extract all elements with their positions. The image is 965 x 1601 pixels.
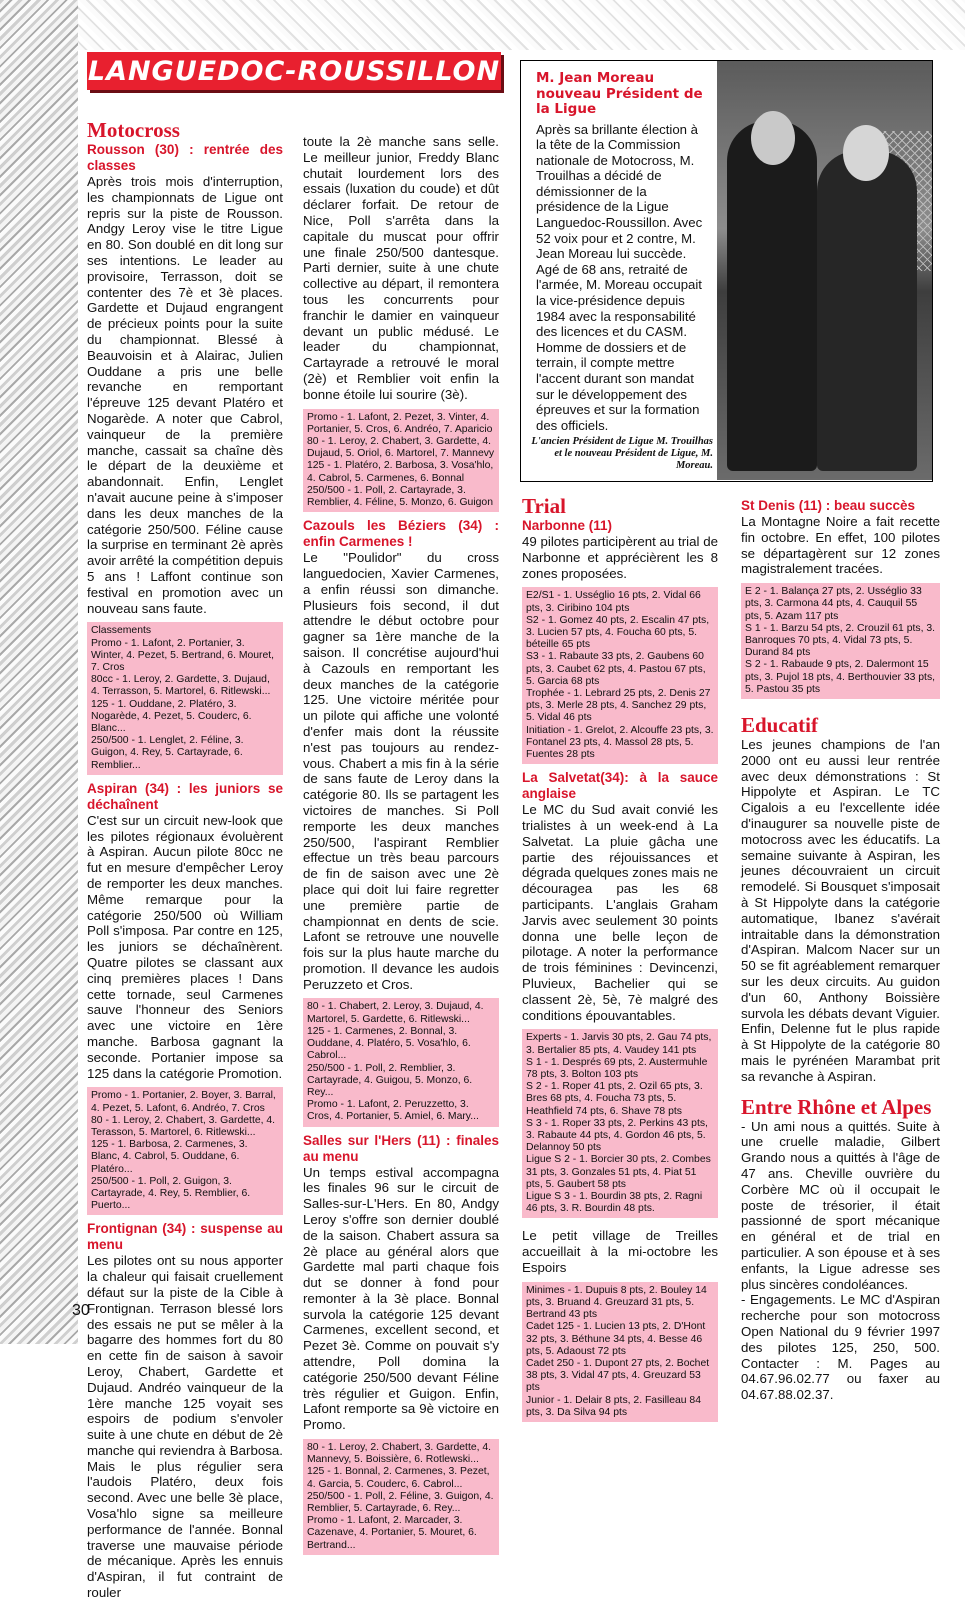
- results-box-treilles: Minimes - 1. Dupuis 8 pts, 2. Bouley 14 pts, 3. Bruand 4. Greuzard 31 pts, 5. Bertrand 43 pts Cadet 125 - 1. Lucien 13 pts, 2. D'Hont 32 pts, 3. Béthune 34 pts, 4. Besse 46 pts, 5. Adaoust 72 pts Cadet 250 - 1. Dupont 27 pts, 2. Bochet 38 pts, 3. Vidal 47 pts, 4. Greuzard 53 pts Junior - 1. Delair 8 pts, 2. Fasilleau 84 pts, 3. Da Silva 94 pts: [522, 1282, 718, 1422]
- results-box-stdenis: E 2 - 1. Balança 27 pts, 2. Usséglio 33 pts, 3. Carmona 44 pts, 4. Cauquil 55 pts, 5. Azam 117 pts S 1 - 1. Barzu 54 pts, 2. Crouzil 61 pts, 3. Banroques 70 pts, 4. Vidal 73 pts, 5. Durand 84 pts S 2 - 1. Rabaude 9 pts, 2. Dalermont 15 pts, 3. Pujol 18 pts, 4. Berthouvier 33 pts, 5. Pastou 35 pts: [741, 583, 940, 699]
- article-title-aspiran: Aspiran (34) : les juniors se déchaînent: [87, 780, 283, 812]
- column-1: [87, 118, 283, 1601]
- photo-head-left: [751, 111, 795, 165]
- column-4: [741, 498, 940, 1403]
- decorative-top-border: [78, 0, 965, 50]
- feature-title: M. Jean Moreau nouveau Président de la Ligue: [536, 70, 703, 117]
- photo-head-right: [843, 125, 889, 181]
- column-3: [522, 494, 718, 1428]
- article-body-rhone-p1: - Un ami nous a quittés. Suite à une cruelle maladie, Gilbert Grando nous a quittés à l'âge de 47 ans. Cheville ouvrière du Corbère MC où il occupait le poste de trésorier, il était passionné de sport mécanique en général et de trial en particulier. A son épouse et à ses enfants, la Ligue adresse ses plus sincères condoléances.: [741, 1118, 940, 1292]
- article-body-stdenis: La Montagne Noire a fait recette fin octobre. En effet, 100 pilotes se départagèrent sur 12 zones magistralement tracées.: [741, 514, 940, 577]
- results-box-narbonne: E2/S1 - 1. Usséglio 16 pts, 2. Vidal 66 pts, 3. Ciribino 104 pts S2 - 1. Gomez 40 pts, 2. Escalin 47 pts, 3. Lucien 57 pts, 4. Foucha 60 pts, 5. béteille 65 pts S3 - 1. Rabaute 33 pts, 2. Gaubens 60 pts, 3. Caubet 62 pts, 4. Pastou 67 pts, 5. Garcia 68 pts Trophée - 1. Lebrard 25 pts, 2. Denis 27 pts, 3. Merle 28 pts, 4. Sanchez 29 pts, 5. Vidal 46 pts Initiation - 1. Grelot, 2. Alcouffe 23 pts, 3. Fontanel 23 pts, 4. Massol 28 pts, 5. Fuentes 28 pts: [522, 587, 718, 764]
- article-body-educatif: Les jeunes champions de l'an 2000 ont eu aussi leur rentrée avec deux démonstrations : St Hippolyte et Aspiran. Le TC Cigalois a eu l'excellente idée d'inaugurer sa nouvelle piste de motocross avec les éducatifs. La semaine suivante à Aspiran, les jeunes découvraient un circuit remodelé. Si Bousquet s'imposait à St Hippolyte dans la catégorie automatique, Ibanez s'avérait intraitable dans la démonstration d'Aspiran. Malcom Nacer sur un 50 se fit agréablement remarquer sur les deux circuits. Au guidon d'un 60, Anthony Boissière survola les débats devant Viguier. Enfin, Delenne fut le plus rapide à St Hippolyte de la catégorie 80 mais le pyrénéen Marambat prit sa revanche à Aspiran.: [741, 737, 940, 1084]
- article-body-narbonne: 49 pilotes participèrent au trial de Narbonne et apprécièrent les 8 zones proposées.: [522, 534, 718, 581]
- article-body-rhone-p2: - Engagements. Le MC d'Aspiran recherche pour son motocross Open National du 9 février 1997 des pilotes 125, 250, 500. Contacter : M. Pages au 04.67.96.02.77 ou faxer au 04.67.88.02.37.: [741, 1292, 940, 1403]
- article-body-treilles: Le petit village de Treilles accueillait à la mi-octobre les Espoirs: [522, 1228, 718, 1276]
- section-title-educatif: Educatif: [741, 713, 819, 738]
- article-body-frontignan: Les pilotes ont su nous apporter la chaleur qui faisait cruellement défaut sur la piste de la Cible à Frontignan. Terrason blessé lors des essais ne put se mêler à la bagarre des hommes fort du 80 en cette fin de saison à savoir Leroy, Chabert, Gardette et Dujaud. Andréo vainqueur de la 1ère manche 125 voyait ses espoirs de podium s'envoler suite à une chute en début de 2è manche qui reviendra à Barbosa. Mais le plus régulier sera l'audois Platéro, deux fois second. Avec une belle 3è place, Vosa'hlo signe sa meilleure performance de l'année. Bonnal traverse une mauvaise période de mécanique. Après les ennuis d'Aspiran, il fut contraint de rouler: [87, 1253, 283, 1601]
- section-title-trial: Trial: [522, 494, 566, 518]
- article-title-narbonne: Narbonne (11): [522, 518, 613, 533]
- article-body-frontignan-continued: toute la 2è manche sans selle. Le meilleur junior, Freddy Blanc chutait lourdement lors des essais (luxation du coude) et dût déclarer forfait. De retour de Nice, Poll s'arrêta dans la capitale du muscat pour offrir une finale 250/500 dantesque. Parti dernier, suite à une chute collective au départ, il remontera tous les concurrents pour franchir le damier en vainqueur devant un public médusé. Le leader du championnat, Cartayrade a retrouvé le moral (2è) et Remblier voit enfin la bonne étoile lui sourire (3è).: [303, 134, 499, 402]
- results-box-salvetat: Experts - 1. Jarvis 30 pts, 2. Gau 74 pts, 3. Bertalier 85 pts, 4. Vaudey 141 pts S 1 - 1. Després 69 pts, 2. Austermuhle 78 pts, 3. Bolton 103 pts S 2 - 1. Roper 41 pts, 2. Ozil 65 pts, 3. Bres 68 pts, 4. Foucha 73 pts, 5. Heathfield 74 pts, 6. Shave 78 pts S 3 - 1. Roper 33 pts, 2. Perkins 43 pts, 3. Rabaute 44 pts, 4. Gordon 46 pts, 5. Delannoy 50 pts Ligue S 2 - 1. Borcier 30 pts, 2. Combes 31 pts, 3. Gonzales 51 pts, 4. Piat 51 pts, 5. Gaubert 58 pts Ligue S 3 - 1. Bourdin 38 pts, 2. Ragni 46 pts, 3. R. Bourdin 48 pts.: [522, 1029, 718, 1218]
- results-box-salles: 80 - 1. Leroy, 2. Chabert, 3. Gardette, 4. Mannevy, 5. Boissière, 6. Rotlewski... 125 - 1. Bonnal, 2. Carmenes, 3. Pezet, 4. Garcia, 5. Couderc, 6. Cabrol... 250/500 - 1. Poll, 2. Féline, 3. Guigon, 4. Remblier, 5. Cartayrade, 6. Rey... Promo - 1. Lafont, 2. Marcader, 3. Cazenave, 4. Portanier, 5. Mouret, 6. Bertrand...: [303, 1439, 499, 1555]
- results-box-aspiran: Promo - 1. Portanier, 2. Boyer, 3. Barral, 4. Pezet, 5. Lafont, 6. Andréo, 7. Cros 80 - 1. Leroy, 2. Chabert, 3. Gardette, 4. Terasson, 5. Martorel, 6. Ritlewski... 125 - 1. Barbosa, 2. Carmenes, 3. Blanc, 4. Cabrol, 5. Ouddane, 6. Platéro... 250/500 - 1. Poll, 2. Guigon, 3. Cartayrade, 4. Rey, 5. Remblier, 6. Puerto...: [87, 1087, 283, 1215]
- photo-figure-left: [727, 121, 817, 471]
- article-title-cazouls: Cazouls les Béziers (34) : enfin Carmenes !: [303, 518, 499, 550]
- article-title-stdenis: St Denis (11) : beau succès: [741, 498, 916, 513]
- article-title-frontignan: Frontignan (34) : suspense au menu: [87, 1221, 283, 1253]
- region-banner: LANGUEDOC-ROUSSILLON: [87, 52, 501, 90]
- page-number: 30: [72, 1302, 90, 1319]
- article-body-rousson: Après trois mois d'interruption, les championnats de Ligue ont repris sur la piste de Rousson. Andgy Leroy vise le titre Ligue en 80. Son doublé en dit long sur ses intentions. Le leader au provisoire, Terrasson, doit se contenter des 7è et 3è places. Gardette et Dujaud engrangent de précieux points pour la suite du championnat. Blessé à Beauvoisin et à Alairac, Julien Ouddane a pris une belle revanche en remportant l'épreuve 125 devant Platéro et Nogarède. A noter que Cabrol, vainqueur de la première manche, cassait sa chaîne dès le départ de la deuxième et abandonnait. Enfin, Lenglet n'avait aucune peine à s'imposer dans les deux manches de la catégorie 250/500. Féline cause la surprise en terminant 2è après avoir arrêté la compétition depuis 5 ans ! Laffont continue son festival en promotion avec un nouveau sans faute.: [87, 174, 283, 616]
- photo-figure-right: [817, 151, 917, 471]
- article-title-salvetat: La Salvetat(34): à la sauce anglaise: [522, 770, 718, 802]
- results-box-cazouls: 80 - 1. Chabert, 2. Leroy, 3. Dujaud, 4. Martorel, 5. Gardette, 6. Ritlewski... 125 - 1. Carmenes, 2. Bonnal, 3. Ouddane, 4. Platéro, 5. Vosa'hlo, 6. Cabrol... 250/500 - 1. Poll, 2. Remblier, 3. Cartayrade, 4. Guigou, 5. Monzo, 6. Rey... Promo - 1. Lafont, 2. Peruzzetto, 3. Cros, 4. Portanier, 5. Amiel, 6. Mary...: [303, 998, 499, 1126]
- section-title-motocross: Motocross: [87, 118, 180, 142]
- feature-box-moreau: [520, 60, 933, 482]
- decorative-margin: [0, 0, 78, 1344]
- article-title-salles: Salles sur l'Hers (11) : finales au menu: [303, 1132, 499, 1164]
- article-body-aspiran: C'est sur un circuit new-look que les pilotes régionaux évoluèrent à Aspiran. Aucun pilote 80cc ne fut en mesure d'empêcher Leroy de remporter les deux manches. Même remarque pour la catégorie 250/500 où William Poll s'imposa. Par contre en 125, les juniors se déchaînèrent. Quatre pilotes se classant aux cinq premières places ! Dans cette tornade, seul Carmenes sauve l'honneur des Seniors avec une victoire en 1ère manche. Barbosa gagnant la seconde. Portanier impose sa 125 dans la catégorie Promotion.: [87, 812, 283, 1081]
- results-box-frontignan: Promo - 1. Lafont, 2. Pezet, 3. Vinter, 4. Portanier, 5. Cros, 6. Andréo, 7. Aparicio 80 - 1. Leroy, 2. Chabert, 3. Gardette, 4. Dujaud, 5. Oriol, 6. Martorel, 7. Mannevy 125 - 1. Platéro, 2. Barbosa, 3. Vosa'hlo, 4. Cabrol, 5. Carmenes, 6. Bonnal 250/500 - 1. Poll, 2. Cartayrade, 3. Remblier, 4. Féline, 5. Monzo, 6. Guigon: [303, 409, 499, 513]
- article-title-rousson: Rousson (30) : rentrée des classes: [87, 142, 283, 173]
- feature-body: Après sa brillante élection à la tête de la Commission nationale de Motocross, M. Trouilhas a décidé de démissionner de la présidence de la Ligue Languedoc-Roussillon. Avec 52 voix pour et 2 contre, M. Jean Moreau lui succède. Agé de 68 ans, retraité de l'armée, M. Moreau occupait la vice-présidence depuis 1984 avec la responsabilité des licences et du CASM. Homme de dossiers et de terrain, il compte mettre l'accent durant son mandat sur le développement des épreuves et sur la formation des officiels.: [536, 121, 703, 433]
- article-body-salles: Un temps estival accompagna les finales 96 sur le circuit de Salles-sur-L'Hers. En 80, Andgy Leroy s'offre son dernier doublé de la saison. Chabert assura sa 2è place au général alors que Gardette mal parti chaque fois dut se donner à fond pour remonter à la 3è place. Bonnal survola la catégorie 125 devant Carmenes, excellent second, et Pezet 3è. Comme on pouvait s'y attendre, Poll domina la catégorie 250/500 devant Féline très régulier et Guigon. Enfin, Lafont remporte sa 9è victoire en Promo.: [303, 1164, 499, 1433]
- section-title-rhone-alpes: Entre Rhône et Alpes: [741, 1094, 932, 1119]
- article-body-cazouls: Le "Poulidor" du cross languedocien, Xavier Carmenes, a enfin réussi son dimanche. Plusieurs fois second, il dut attendre le début octobre pour gagner sa 1ère manche de la saison. Il concrétise aujourd'hui à Cazouls en remportant les deux manches de la catégorie 125. Une victoire méritée pour un pilote qui affiche une volonté d'enfer mais dont la réussite n'est pas toujours au rendez-vous. Chabert a mis fin à la série de sans faute de Leroy dans la catégorie 80. Ils se partagent les victoires de manches. Si Poll remporte les deux manches 250/500, l'aspirant Remblier effectue un très beau parcours de fin de saison avec une 2è place qui doit lui faire regretter une première partie de championnat en dents de scie. Lafont se retrouve une nouvelle fois sur la plus haute marche du promotion. Il devance les audois Peruzzeto et Cros.: [303, 550, 499, 992]
- column-2: [303, 134, 499, 1561]
- feature-text: [521, 61, 717, 480]
- photo-two-men: [717, 61, 932, 480]
- results-box-rousson: Classements Promo - 1. Lafont, 2. Portanier, 3. Winter, 4. Pezet, 5. Bertrand, 6. Mouret, 7. Cros 80cc - 1. Leroy, 2. Gardette, 3. Dujaud, 4. Terrasson, 5. Martorel, 6. Ritlewski... 125 - 1. Ouddane, 2. Platéro, 3. Nogarède, 4. Pezet, 5. Couderc, 6. Blanc... 250/500 - 1. Lenglet, 2. Féline, 3. Guigon, 4. Rey, 5. Cartayrade, 6. Remblier...: [87, 622, 283, 774]
- photo-caption: L'ancien Président de Ligue M. Trouilhas et le nouveau Président de Ligue, M. Moreau.: [531, 436, 713, 471]
- article-body-salvetat: Le MC du Sud avait convié les trialistes à un week-end à La Salvetat. La pluie gâcha une partie des réjouissances et dégrada quelques zones mais ne découragea pas les 68 participants. L'anglais Graham Jarvis avec seulement 30 points donna une belle leçon de pilotage. A noter la performance de trois féminines : Devincenzi, Pluvieux, Bachelier qui se classent 2è, 5è, 7è malgré des conditions épouvantables.: [522, 802, 718, 1023]
